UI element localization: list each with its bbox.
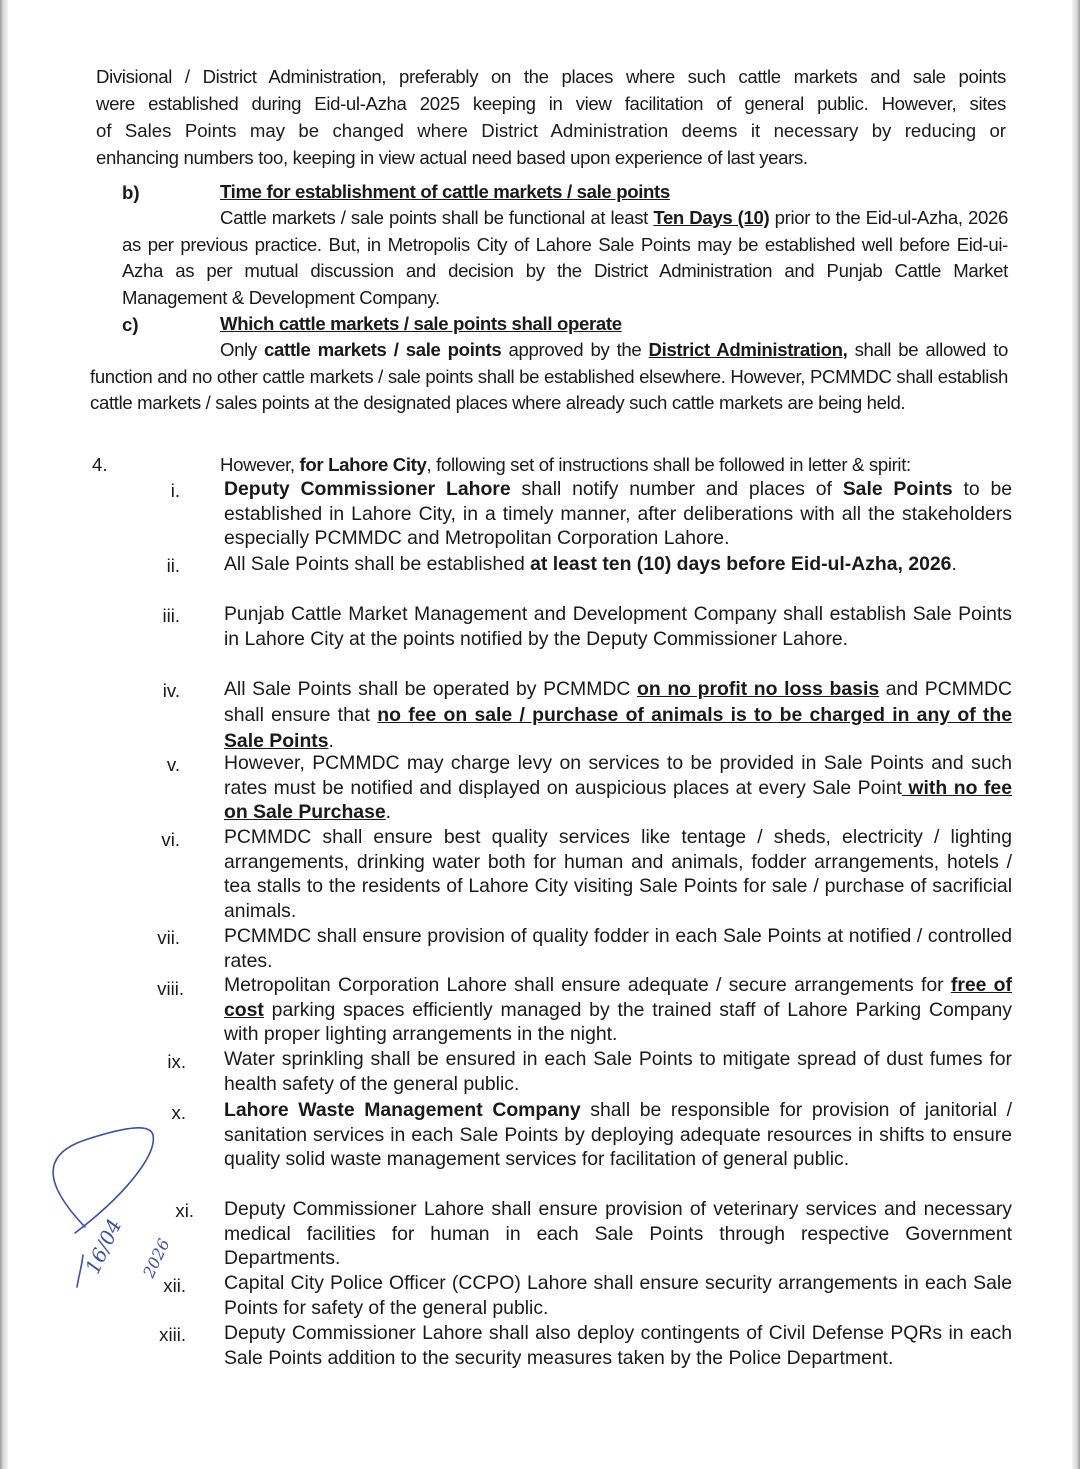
text: , following set of instructions shall be followed in letter & spirit: [426,454,911,475]
no-fee-emphasis: no fee on sale / purchase of animals is to be charged in any of the Sale Points [224,704,1012,752]
section-b-heading: Time for establishment of cattle markets / sale points [220,181,670,202]
section-c-label: c) [122,314,139,335]
list-item [224,973,1012,1047]
item-numeral: iii. [162,605,180,626]
item-numeral: ix. [167,1051,186,1072]
section-c-heading: Which cattle markets / sale points shall operate [220,313,622,334]
intro-line: Divisional / District Administration, preferably on the places where such cattle markets and sale points [96,66,1006,87]
text: approved by the [501,339,649,360]
text: All Sale Points shall be established [224,553,531,575]
section-c-body [90,337,1008,417]
list-item: Capital City Police Officer (CCPO) Lahore shall ensure security arrangements in each Sale Points for safety of the general public. [224,1272,1012,1319]
text: . [385,801,392,824]
text: shall be allowed to function and no other cattle markets / sale points shall be established elsewhere. However, PCMMDC shall establish cattle markets / sales points at the designated places where already such cattle markets are being held. [90,339,1008,413]
item-numeral: xi. [175,1200,194,1221]
intro-line: enhancing numbers too, keeping in view actual need based upon experience of last years. [96,147,808,168]
section-b-body [122,205,1008,311]
list-item: Punjab Cattle Market Management and Development Company shall establish Sale Points in Lahore City at the points notified by the Deputy Commissioner Lahore. [224,603,1012,650]
bold-text: cattle markets / sale points [264,339,502,360]
bold-text: for Lahore City [299,454,427,475]
text: shall be responsible for provision of janitorial / sanitation services in each Sale Points by deploying adequate resources in shifts to ensure quality solid waste management services for facilitation of general public. [224,1099,1012,1171]
item-numeral: vi. [161,829,180,850]
list-item [224,552,1012,577]
section-b-label: b) [122,182,140,203]
bold-text: Sale Points [842,478,953,500]
list-item [224,1098,1012,1172]
handwritten-date-day-month: 16/04 [80,1215,127,1278]
text: prior to the Eid-ul-Azha, 2026 as per previous practice. But, in Metropolis City of Lahore Sale Points may be established well before Eid-ui-Azha as per mutual discussion and decision by the District Administration and Punjab Cattle Market Management & Development Company. [122,207,1009,308]
text: shall notify number and places of [510,478,843,500]
section-4-intro [220,452,1020,478]
bold-text: Deputy Commissioner Lahore [224,478,511,500]
text: Only [220,339,265,360]
item-numeral: ii. [166,555,180,576]
text: parking spaces efficiently managed by the trained staff of Lahore Parking Company with proper lighting arrangements in the night. [224,998,1012,1046]
no-profit-emphasis: on no profit no loss basis [637,678,880,700]
item-numeral: i. [170,480,180,501]
list-item: PCMMDC shall ensure provision of quality fodder in each Sale Points at notified / controlled rates. [224,925,1012,972]
intro-line: were established during Eid-ul-Azha 2025 keeping in view facilitation of general public. However, sites [96,93,1006,114]
ten-days-emphasis: Ten Days (10) [653,207,770,228]
handwritten-signature [35,1115,205,1290]
text: . [328,730,334,752]
text: However, PCMMDC may charge levy on services to be provided in Sale Points and such rates must be notified and displayed on auspicious places at every Sale Point [224,752,1012,799]
text: . [951,553,957,575]
text: Cattle markets / sale points shall be functional at least [220,207,654,228]
list-item: Deputy Commissioner Lahore shall also deploy contingents of Civil Defense PQRs in each Sale Points addition to the security measures taken by the Police Department. [224,1322,1012,1369]
text: to be established in Lahore City, in a timely manner, after deliberations with all the stakeholders especially PCMMDC and Metropolitan Corporation Lahore. [224,478,1013,550]
text: and PCMMDC shall ensure that [224,678,1012,726]
item-numeral: v. [166,754,180,775]
item-numeral: iv. [162,680,180,701]
item-numeral: viii. [157,978,184,999]
list-item [224,751,1012,825]
list-item: PCMMDC shall ensure best quality services like tentage / sheds, electricity / lighting arrangements, drinking water both for human and animals, fodder arrangements, hotels / tea stalls to the residents of Lahore City visiting Sale Points for sale / purchase of sacrificial animals. [224,826,1012,922]
list-item: Water sprinkling shall be ensured in each Sale Points to mitigate spread of dust fumes for health safety of the general public. [224,1048,1012,1095]
item-numeral: xii. [163,1275,186,1296]
text: However, [220,454,300,475]
no-fee-sale-purchase-emphasis: with no fee on Sale Purchase [224,776,1012,824]
handwritten-date-year: 2026 [139,1235,174,1281]
item-numeral: xiii. [159,1324,186,1345]
list-item: Deputy Commissioner Lahore shall ensure provision of veterinary services and necessary medical facilities for human in each Sale Points through respective Government Departments. [224,1198,1012,1270]
item-numeral: x. [171,1102,186,1123]
bold-text: Lahore Waste Management Company [224,1099,581,1121]
bold-text: at least ten (10) days before Eid-ul-Azha, 2026 [530,553,952,575]
item-numeral: vii. [157,927,180,948]
text: Metropolitan Corporation Lahore shall ensure adequate / secure arrangements for [224,974,951,996]
list-item [224,676,1012,754]
district-administration-emphasis: District Administration, [648,339,848,360]
text: All Sale Points shall be operated by PCMMDC [224,678,637,700]
section-4-number: 4. [92,454,108,475]
list-item [224,477,1012,551]
free-of-cost-emphasis: free of cost [224,974,1012,1021]
intro-line: of Sales Points may be changed where District Administration deems it necessary by reducing or [96,120,1006,141]
